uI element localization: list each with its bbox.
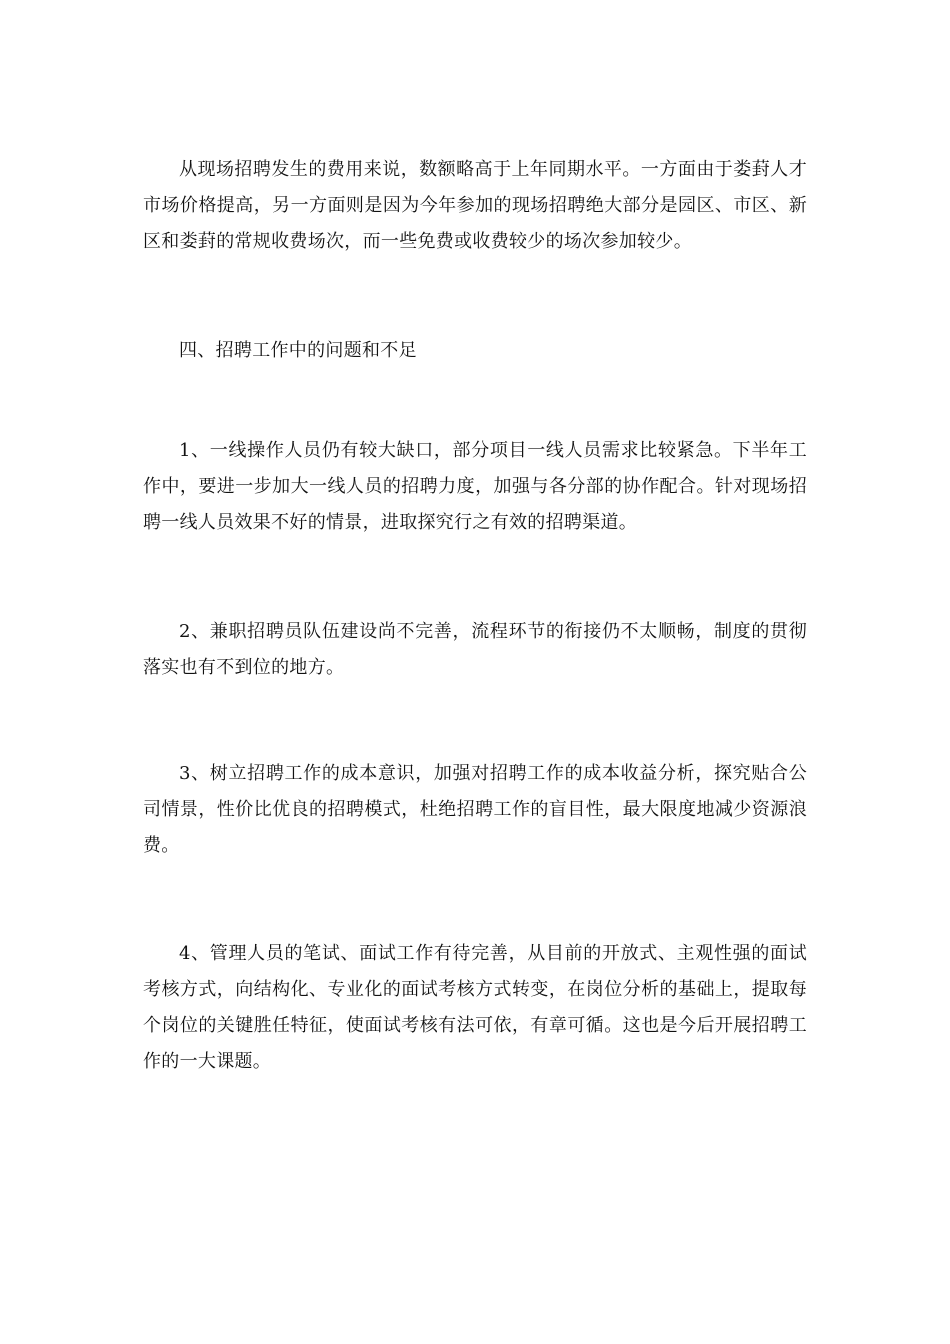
section-heading-problems: 四、招聘工作中的问题和不足	[179, 340, 417, 361]
paragraph-item-2: 2、兼职招聘员队伍建设尚不完善，流程环节的衔接仍不太顺畅，制度的贯彻落实也有不到位的地方。	[143, 621, 807, 678]
paragraph-item-3: 3、树立招聘工作的成本意识，加强对招聘工作的成本收益分析，探究贴合公司情景，性价比优良的招聘模式，杜绝招聘工作的盲目性，最大限度地减少资源浪费。	[143, 763, 807, 856]
paragraph-item-1: 1、一线操作人员仍有较大缺口，部分项目一线人员需求比较紧急。下半年工作中，要进一步加大一线人员的招聘力度，加强与各分部的协作配合。针对现场招聘一线人员效果不好的情景，进取探究行之有效的招聘渠道。	[143, 440, 807, 533]
paragraph-item-4: 4、管理人员的笔试、面试工作有待完善，从目前的开放式、主观性强的面试考核方式，向结构化、专业化的面试考核方式转变，在岗位分析的基础上，提取每个岗位的关键胜任特征，使面试考核有法可依，有章可循。这也是今后开展招聘工作的一大课题。	[143, 943, 807, 1072]
paragraph-recruitment-costs: 从现场招聘发生的费用来说，数额略高于上年同期水平。一方面由于娄葑人才市场价格提高，另一方面则是因为今年参加的现场招聘绝大部分是园区、市区、新区和娄葑的常规收费场次，而一些免费或收费较少的场次参加较少。	[143, 159, 807, 252]
